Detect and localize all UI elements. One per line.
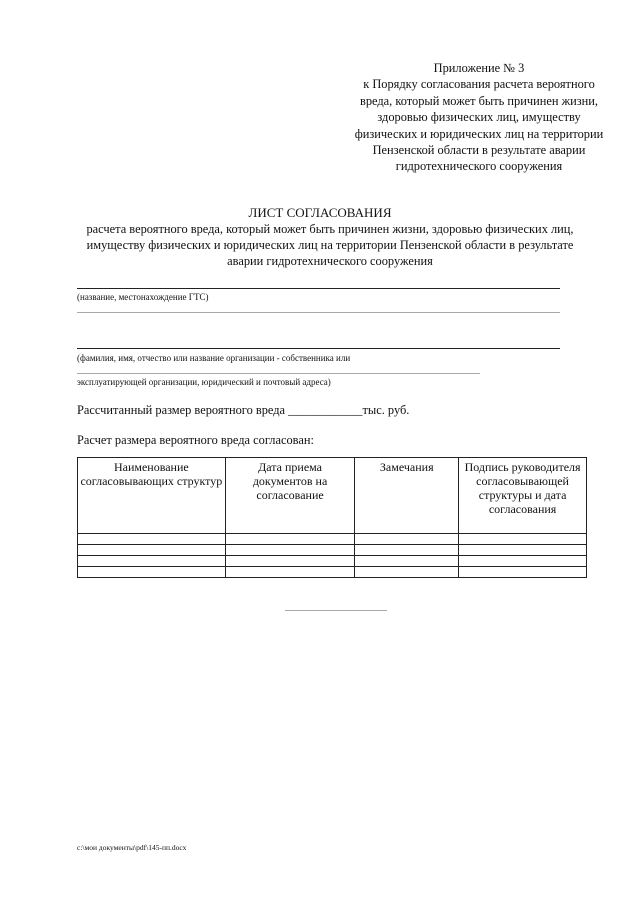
gts-caption: (название, местонахождение ГТС): [77, 292, 209, 302]
subtitle-line: расчета вероятного вреда, который может быть причинен жизни, здоровью физических лиц,: [86, 222, 574, 236]
subtitle-line: имуществу физических и юридических лиц на территории Пензенской области в результате: [86, 238, 574, 252]
table-cell: [225, 545, 355, 556]
appendix-line: Пензенской области в результате аварии: [372, 143, 586, 158]
estimated-damage-line: Рассчитанный размер вероятного вреда ____________тыс. руб.: [77, 403, 410, 417]
footer-file-path: c:\мои документы\pdf\145-пп.docx: [77, 843, 187, 852]
table-row: [78, 567, 587, 578]
header-receipt-date: Дата приема документов на согласование: [225, 458, 355, 534]
owner-caption-2: эксплуатирующей организации, юридический и почтовый адреса): [77, 377, 331, 387]
table-cell: [225, 556, 355, 567]
table-cell: [355, 534, 459, 545]
document-title: ЛИСТ СОГЛАСОВАНИЯ: [248, 205, 392, 220]
subtitle-line: аварии гидротехнического сооружения: [227, 254, 433, 268]
gts-field-line-2: [77, 312, 560, 313]
table-cell: [355, 567, 459, 578]
table-cell: [459, 567, 587, 578]
appendix-line: здоровью физических лиц, имуществу: [377, 110, 581, 125]
appendix-line: гидротехнического сооружения: [395, 159, 563, 174]
approved-label: Расчет размера вероятного вреда согласован:: [77, 433, 314, 447]
table-cell: [225, 567, 355, 578]
appendix-line: вреда, который может быть причинен жизни,: [359, 93, 599, 108]
table-cell: [78, 545, 226, 556]
header-remarks: Замечания: [355, 458, 459, 534]
table-header-row: [78, 458, 587, 534]
appendix-line: Приложение № 3: [433, 61, 525, 75]
table-cell: [459, 534, 587, 545]
table-cell: [459, 545, 587, 556]
table-cell: [225, 534, 355, 545]
table-row: [78, 534, 587, 545]
table-cell: [78, 567, 226, 578]
appendix-line: к Порядку согласования расчета вероятного: [363, 77, 595, 92]
table-cell: [355, 545, 459, 556]
owner-caption-1: (фамилия, имя, отчество или название организации - собственника или: [77, 353, 351, 363]
table-row: [78, 556, 587, 567]
document-subtitle: [60, 221, 600, 269]
table-cell: [78, 556, 226, 567]
separator-line: [285, 610, 387, 611]
table-cell: [78, 534, 226, 545]
gts-field-line: [77, 288, 560, 289]
approval-table: [77, 457, 587, 578]
table-row: [78, 545, 587, 556]
header-signature: Подпись руководителя согласовывающей структуры и дата согласования: [459, 458, 587, 534]
header-structures: Наименование согласовывающих структур: [78, 458, 226, 534]
table-cell: [355, 556, 459, 567]
owner-field-line-2: [77, 373, 480, 374]
appendix-line: физических и юридических лиц на территории: [354, 126, 604, 141]
appendix-header: [340, 60, 618, 175]
table-cell: [459, 556, 587, 567]
owner-field-line: [77, 348, 560, 349]
